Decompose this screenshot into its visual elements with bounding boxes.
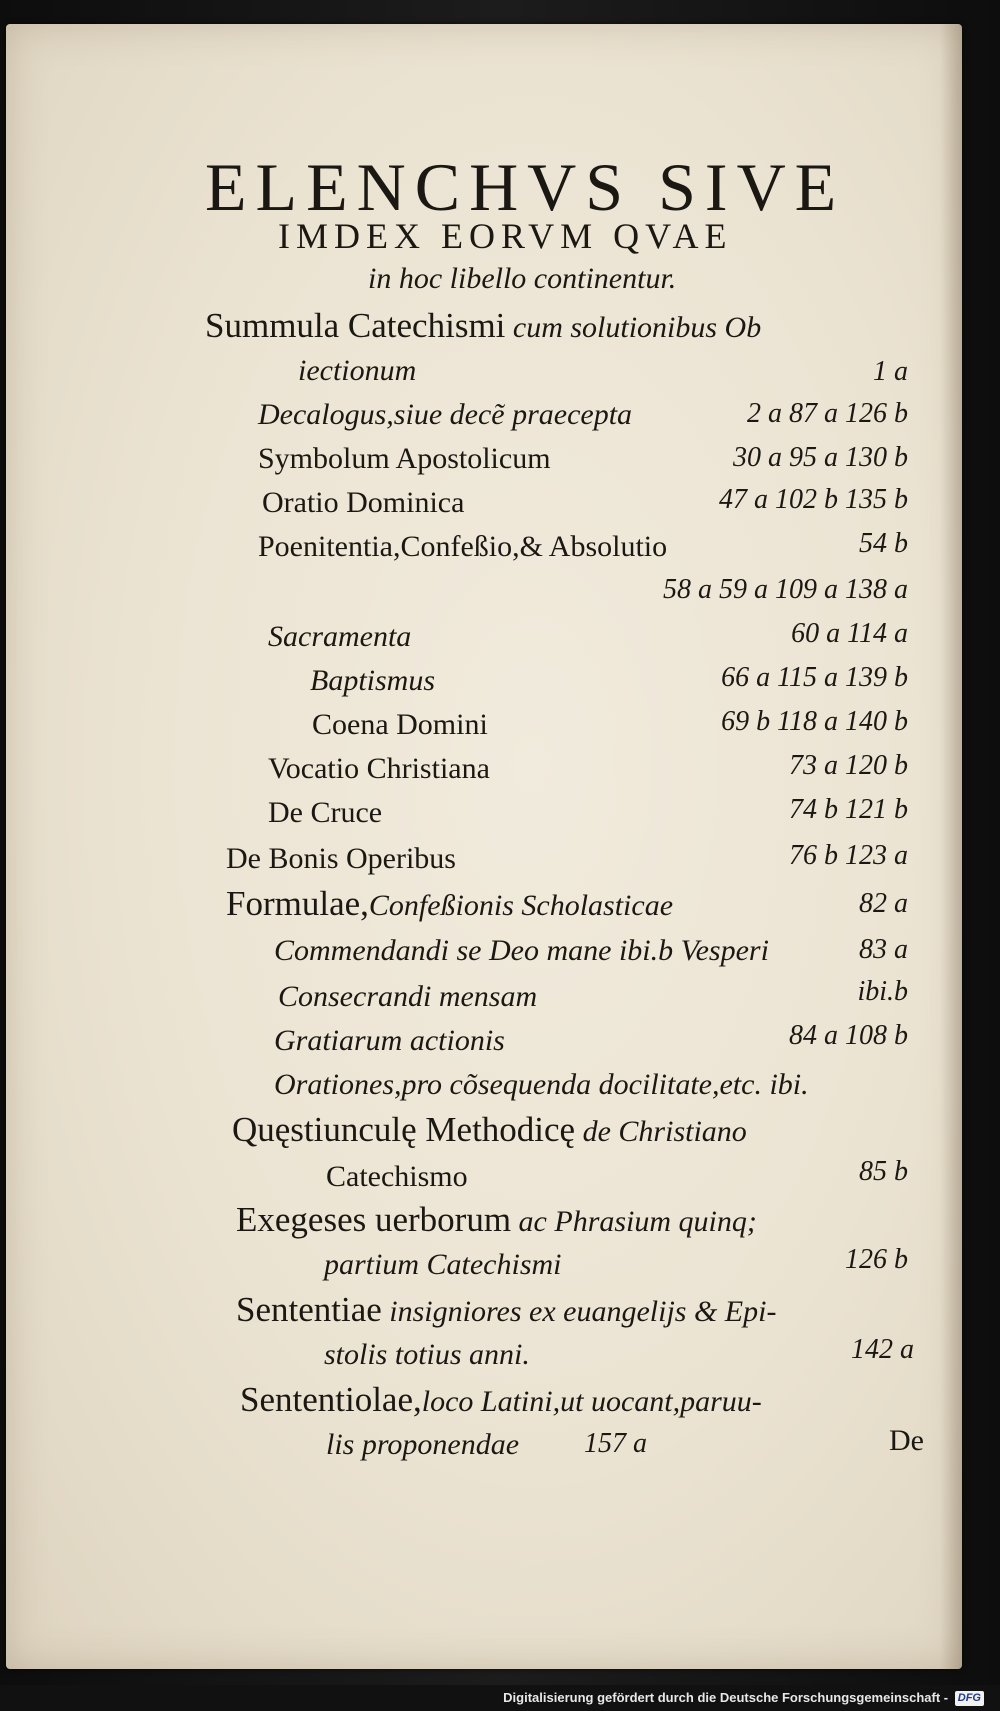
- entry-sententiolae: [240, 1382, 762, 1417]
- entry-sententiae: [236, 1292, 776, 1327]
- entry-lead: Quęstiunculę Methodicę: [232, 1110, 576, 1149]
- entry-pages: 1 a: [873, 356, 908, 387]
- entry-catechismo: Catechismo: [326, 1160, 468, 1193]
- index-title-line-3: in hoc libello continentur.: [368, 262, 677, 295]
- entry-formulae: [226, 886, 673, 921]
- entry-pages: 54 b: [859, 528, 908, 559]
- entry-sacramenta: Sacramenta: [268, 620, 412, 653]
- entry-pages: 157 a: [584, 1428, 647, 1459]
- entry-de-cruce: De Cruce: [268, 796, 383, 829]
- digitization-footer: [0, 1685, 1000, 1711]
- catchword: De: [889, 1424, 924, 1457]
- entry-stolis: stolis totius anni.: [324, 1338, 530, 1371]
- entry-coena-domini: Coena Domini: [312, 708, 488, 741]
- entry-pages: 60 a 114 a: [791, 618, 908, 649]
- index-title-line-2: IMDEX EORVM QVAE: [278, 216, 733, 256]
- entry-text: de Christiano: [575, 1115, 747, 1148]
- entry-pages: 126 b: [845, 1244, 908, 1275]
- entry-de-bonis-operibus: De Bonis Operibus: [226, 842, 456, 875]
- footer-credit: [503, 1690, 984, 1706]
- entry-lead: Summula Catechismi: [205, 306, 506, 345]
- footer-credit-text: Digitalisierung gefördert durch die Deutsche Forschungsgemeinschaft -: [503, 1689, 949, 1705]
- entry-pages: 30 a 95 a 130 b: [733, 442, 908, 473]
- entry-pages: 47 a 102 b 135 b: [719, 484, 908, 515]
- dfg-logo-icon: DFG: [955, 1691, 984, 1706]
- entry-iectionum: iectionum: [298, 354, 417, 387]
- entry-pages: 74 b 121 b: [789, 794, 908, 825]
- entry-consecrandi: Consecrandi mensam: [278, 980, 538, 1013]
- entry-text: cum solutionibus Ob: [505, 311, 762, 344]
- entry-vocatio: Vocatio Christiana: [268, 752, 490, 785]
- entry-decalogus: Decalogus,siue decẽ praecepta: [258, 398, 633, 431]
- entry-pages: 84 a 108 b: [789, 1020, 908, 1051]
- entry-pages: ibi.b: [857, 976, 908, 1007]
- entry-pages: 69 b 118 a 140 b: [721, 706, 908, 737]
- entry-pages: 2 a 87 a 126 b: [747, 398, 908, 429]
- entry-pages: 82 a: [859, 888, 908, 919]
- entry-pages: 83 a: [859, 934, 908, 965]
- entry-quaestiunculae: [232, 1112, 747, 1147]
- entry-pages: 76 b 123 a: [789, 840, 908, 871]
- entry-lead: Exegeses uerborum: [236, 1200, 512, 1239]
- entry-poenitentia: Poenitentia,Confeßio,& Absolutio: [258, 530, 668, 563]
- entry-commendandi: Commendandi se Deo mane ibi.b Vesperi: [274, 934, 769, 967]
- entry-symbolum: Symbolum Apostolicum: [258, 442, 551, 475]
- entry-exegeses: [236, 1202, 757, 1237]
- index-title-line-1: ELENCHVS SIVE: [205, 149, 846, 225]
- entry-pages: 142 a: [851, 1334, 914, 1365]
- entry-pages-continued: 58 a 59 a 109 a 138 a: [663, 574, 908, 605]
- entry-text: ac Phrasium quinq;: [511, 1205, 757, 1238]
- entry-pages: 85 b: [859, 1156, 908, 1187]
- entry-text: loco Latini,ut uocant,paruu-: [421, 1385, 762, 1418]
- entry-orationes: Orationes,pro cõsequenda docilitate,etc. ibi.: [274, 1068, 809, 1101]
- entry-proponendae: lis proponendae: [326, 1428, 520, 1461]
- page-edge-shadow: [940, 24, 962, 1669]
- entry-lead: Formulae,: [226, 884, 369, 923]
- entry-partium: partium Catechismi: [324, 1248, 562, 1281]
- entry-text: Confeßionis Scholasticae: [368, 889, 674, 922]
- entry-summula: [205, 308, 761, 343]
- entry-oratio: Oratio Dominica: [262, 486, 465, 519]
- entry-gratiarum: Gratiarum actionis: [274, 1024, 505, 1057]
- entry-pages: 66 a 115 a 139 b: [721, 662, 908, 693]
- entry-text: insigniores ex euangelijs & Epi-: [381, 1295, 777, 1328]
- entry-baptismus: Baptismus: [310, 664, 436, 697]
- entry-lead: Sententiae: [236, 1290, 382, 1329]
- entry-pages: 73 a 120 b: [789, 750, 908, 781]
- entry-lead: Sententiolae,: [240, 1380, 422, 1419]
